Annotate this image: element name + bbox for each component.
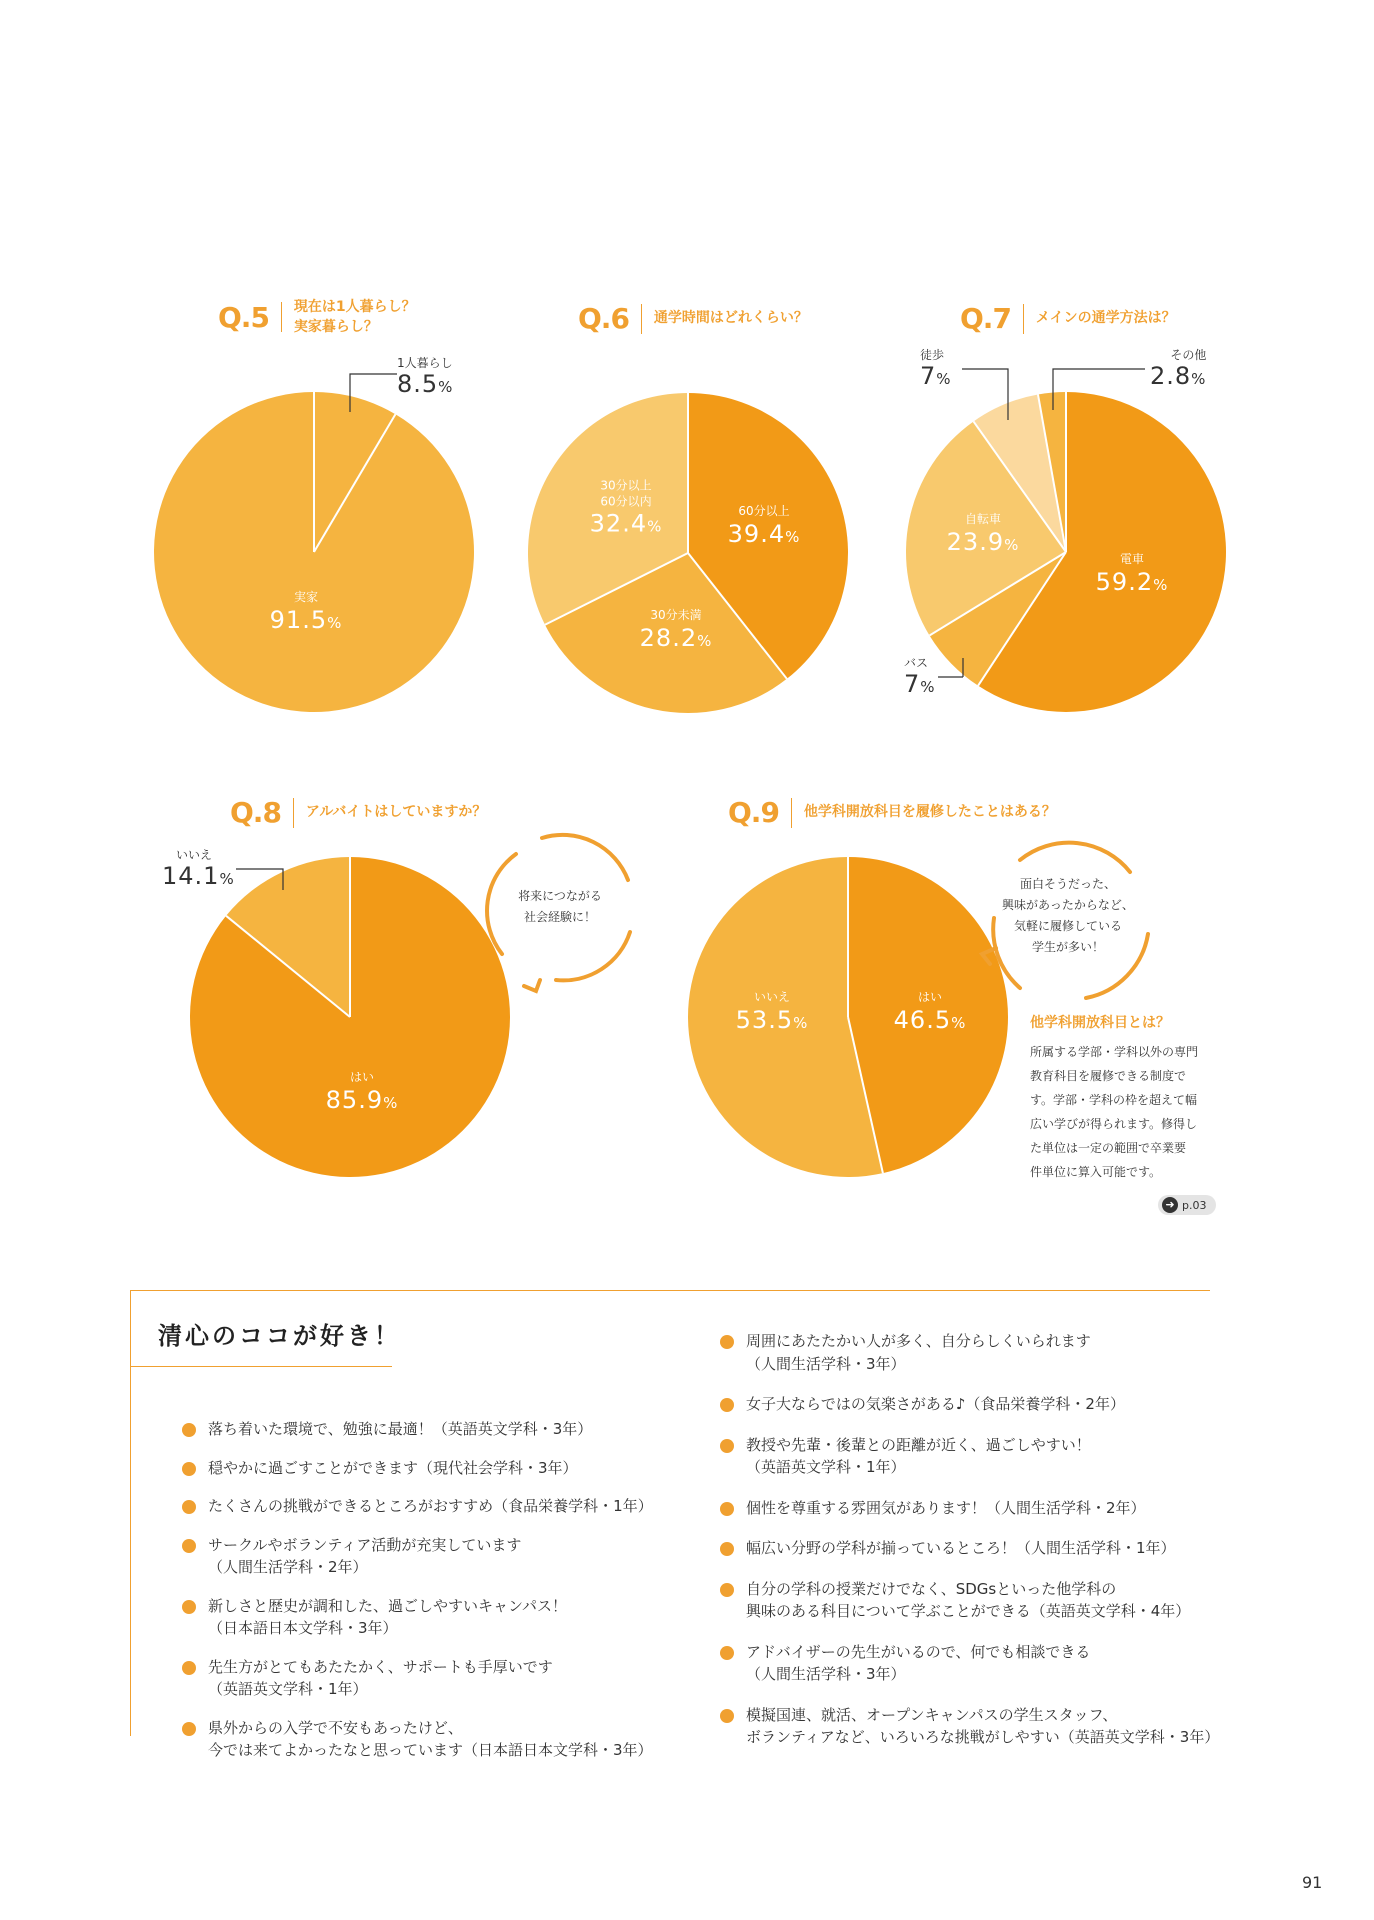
q8-number: Q.8: [230, 796, 281, 829]
slice-category-label: 実家: [293, 590, 319, 605]
slice-category-label: 1人暮らし: [397, 356, 453, 370]
slice-category-label: はい: [917, 990, 943, 1005]
slice-category-label: その他: [1170, 348, 1207, 362]
comment-line: 周囲にあたたかい人が多く、自分らしくいられます: [746, 1332, 1091, 1350]
q7-number: Q.7: [960, 302, 1011, 335]
comment-line: （英語英文学科・1年）: [208, 1680, 368, 1698]
comment-line: アドバイザーの先生がいるので、何でも相談できる: [746, 1642, 1091, 1661]
bullet-dot-icon: [720, 1709, 734, 1723]
page-reference-link[interactable]: [1158, 1195, 1216, 1215]
slice-percent-label: 85.9%: [325, 1085, 399, 1114]
page-number: 91: [1302, 1873, 1323, 1892]
arrow-right-icon: ➜: [1162, 1197, 1178, 1213]
comment-line: たくさんの挑戦ができるところがおすすめ（食品栄養学科・1年）: [208, 1497, 653, 1515]
bullet-dot-icon: [720, 1502, 734, 1516]
q9-title: [804, 802, 1056, 822]
comment-line: 穏やかに過ごすことができます（現代社会学科・3年）: [208, 1458, 578, 1477]
slice-category-label: いいえ: [176, 848, 213, 862]
note-line: 所属する学部・学科以外の専門: [1030, 1045, 1199, 1059]
slice-percent-label: 23.9%: [946, 527, 1020, 556]
slice-percent-label: 7%: [904, 670, 936, 699]
comment-line: （人間生活学科・3年）: [746, 1354, 906, 1373]
love-section-title: 清心のココが好き！: [158, 1322, 401, 1350]
comment-item: [182, 1717, 702, 1762]
q6-title-line: 通学時間はどれくらい？: [653, 310, 808, 327]
section-left-rule: [130, 1290, 131, 1736]
note-line: 件単位に算入可能です。: [1030, 1165, 1162, 1179]
q7-title-line: メインの通学方法は？: [1035, 310, 1176, 327]
comment-item: [720, 1578, 1240, 1623]
note-line: た単位は一定の範囲で卒業要: [1030, 1141, 1187, 1155]
q8-speech-bubble: [480, 828, 640, 988]
q9-number: Q.9: [728, 796, 779, 829]
bullet-dot-icon: [182, 1600, 196, 1614]
q9-header: [728, 796, 1056, 829]
comment-line: 県外からの入学で不安もあったけど、: [208, 1718, 463, 1737]
bubble-line: 興味があったからなど、: [1002, 898, 1134, 912]
q8-title-line: アルバイトはしていますか？: [305, 804, 487, 821]
comment-line: 自分の学科の授業だけでなく、SDGsといった他学科の: [746, 1579, 1117, 1598]
slice-category-label: 徒歩: [920, 348, 945, 362]
slice-category-label: 30分以上: [600, 478, 652, 493]
comment-line: （人間生活学科・2年）: [208, 1558, 368, 1576]
comment-line: 興味のある科目について学ぶことができる（英語英文学科・4年）: [746, 1602, 1191, 1620]
bubble-line: 学生が多い！: [1031, 940, 1104, 954]
comment-line: 個性を尊重する雰囲気があります！（人間生活学科・2年）: [746, 1498, 1146, 1517]
slice-category-label: 30分未満: [650, 608, 702, 623]
bullet-dot-icon: [720, 1335, 734, 1349]
bullet-dot-icon: [720, 1542, 734, 1556]
slice-percent-label: 8.5%: [397, 370, 454, 399]
slice-percent-label: 7%: [920, 362, 952, 391]
love-title-underline: [130, 1366, 392, 1367]
comment-item: [182, 1656, 702, 1701]
comment-line: 女子大ならではの気楽さがある♪（食品栄養学科・2年）: [746, 1395, 1125, 1413]
bullet-dot-icon: [720, 1583, 734, 1597]
slice-percent-label: 2.8%: [1150, 362, 1207, 391]
bubble-line: 社会経験に！: [523, 910, 596, 924]
slice-percent-label: 32.4%: [589, 509, 663, 538]
comment-item: [720, 1537, 1240, 1560]
page-reference-text: p.03: [1182, 1198, 1207, 1212]
q9-title-line: 他学科開放科目を履修したことはある？: [803, 804, 1056, 821]
q6-number: Q.6: [578, 302, 629, 335]
q8-label-yes: [326, 1070, 399, 1114]
bullet-dot-icon: [182, 1423, 196, 1437]
slice-percent-label: 53.5%: [735, 1005, 809, 1034]
comment-list-left: [182, 1418, 702, 1778]
bubble-line: 面白そうだった、: [1019, 877, 1116, 891]
q8-label-no: [162, 848, 235, 890]
comment-line: 新しさと歴史が調和した、過ごしやすいキャンパス！: [208, 1596, 567, 1615]
slice-percent-label: 14.1%: [162, 862, 235, 891]
slice-category-label: 電車: [1119, 552, 1145, 567]
note-body: [1030, 1040, 1216, 1184]
bubble-line: 気軽に履修している: [1013, 919, 1122, 933]
comment-item: [182, 1418, 702, 1441]
bullet-dot-icon: [720, 1646, 734, 1660]
note-line: 教育科目を履修できる制度で: [1030, 1069, 1187, 1083]
slice-percent-label: 39.4%: [727, 519, 801, 548]
slice-category-label: バス: [904, 656, 929, 670]
bullet-dot-icon: [182, 1500, 196, 1514]
slice-percent-label: 28.2%: [639, 623, 713, 652]
bullet-dot-icon: [182, 1661, 196, 1675]
slice-percent-label: 46.5%: [893, 1005, 967, 1034]
comment-item: [720, 1393, 1240, 1416]
q5-title-line: 現在は1人暮らし？: [293, 299, 416, 315]
comment-line: 今では来てよかったなと思っています（日本語日本文学科・3年）: [208, 1741, 653, 1759]
note-line: 広い学びが得られます。修得し: [1030, 1117, 1198, 1131]
bullet-dot-icon: [182, 1722, 196, 1736]
slice-category-label: いいえ: [753, 990, 791, 1005]
bullet-dot-icon: [720, 1398, 734, 1412]
comment-item: [720, 1434, 1240, 1479]
comment-line: （英語英文学科・1年）: [746, 1458, 906, 1476]
slice-category-label: はい: [349, 1070, 375, 1085]
comment-item: [182, 1534, 702, 1579]
note-line: す。学部・学科の枠を超えて幅: [1030, 1093, 1198, 1107]
q9-label-no: [736, 990, 809, 1034]
comment-line: 落ち着いた環境で、勉強に最適！（英語英文学科・3年）: [208, 1420, 593, 1438]
comment-item: [720, 1330, 1240, 1375]
slice-category-label: 自転車: [964, 512, 1002, 527]
bullet-dot-icon: [182, 1462, 196, 1476]
comment-list-right: [720, 1330, 1240, 1767]
section-top-rule: [130, 1290, 1210, 1291]
comment-item: [182, 1457, 702, 1480]
q9-speech-bubble: [980, 838, 1156, 1008]
comment-line: （人間生活学科・3年）: [746, 1665, 906, 1683]
q5-title-line: 実家暮らし？: [293, 319, 378, 336]
comment-line: （日本語日本文学科・3年）: [208, 1619, 398, 1637]
comment-item: [720, 1497, 1240, 1520]
slice-percent-label: 59.2%: [1095, 567, 1169, 596]
note-title: 他学科開放科目とは？: [1030, 1015, 1170, 1031]
bubble-text: [480, 886, 640, 928]
comment-line: 幅広い分野の学科が揃っているところ！（人間生活学科・1年）: [746, 1539, 1176, 1557]
slice-category-label: 60分以上: [738, 504, 790, 519]
bullet-dot-icon: [720, 1439, 734, 1453]
bubble-line: 将来につながる: [518, 889, 602, 903]
q9-separator: [791, 798, 792, 828]
slice-category-label: 60分以内: [600, 494, 652, 508]
bullet-dot-icon: [182, 1539, 196, 1553]
q9-label-yes: [894, 990, 967, 1034]
comment-line: ボランティアなど、いろいろな挑戦がしやすい（英語英文学科・3年）: [746, 1728, 1220, 1746]
comment-item: [720, 1641, 1240, 1686]
q5-number: Q.5: [218, 300, 269, 334]
comment-item: [182, 1495, 702, 1518]
comment-item: [182, 1595, 702, 1640]
comment-item: [720, 1704, 1240, 1749]
bubble-text: [980, 874, 1156, 958]
comment-line: サークルやボランティア活動が充実しています: [208, 1535, 522, 1554]
comment-line: 模擬国連、就活、オープンキャンパスの学生スタッフ、: [746, 1705, 1118, 1724]
comment-line: 教授や先輩・後輩との距離が近く、過ごしやすい！: [746, 1435, 1091, 1454]
comment-line: 先生方がとてもあたたかく、サポートも手厚いです: [208, 1657, 553, 1676]
elective-note: [1030, 1012, 1216, 1184]
slice-percent-label: 91.5%: [269, 605, 343, 634]
